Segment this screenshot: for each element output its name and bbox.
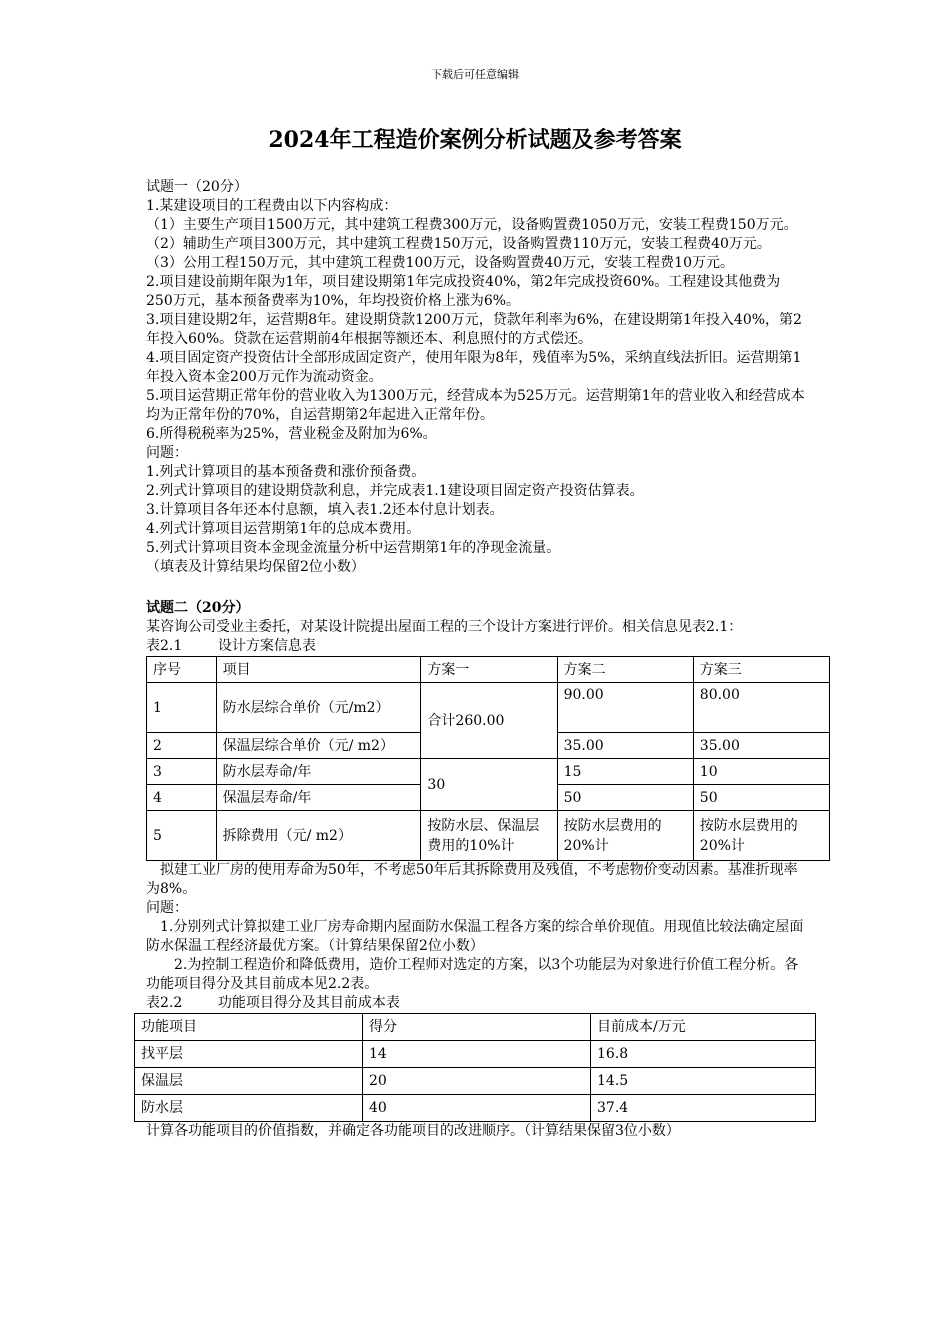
table-header-cell: 方案一 <box>421 657 557 683</box>
table-cell: 1 <box>147 683 217 733</box>
document-title: 2024年工程造价案例分析试题及参考答案 <box>268 127 682 153</box>
table-row <box>147 683 830 733</box>
table-cell: 30 <box>421 759 557 811</box>
table-header-cell: 序号 <box>147 657 217 683</box>
q2-question-label: 问题： <box>146 900 188 916</box>
q2-intro: 某咨询公司受业主委托，对某设计院提出屋面工程的三个设计方案进行评价。相关信息见表2.1： <box>146 619 743 635</box>
q1-line: 1.列式计算项目的基本预备费和涨价预备费。 <box>146 464 426 480</box>
table-cell: 16.8 <box>591 1041 816 1068</box>
table-cell: 50 <box>557 785 693 811</box>
table1-caption <box>146 637 806 656</box>
document-body <box>141 178 806 1141</box>
q1-line: 2.列式计算项目的建设期贷款利息，并完成表1.1建设项目固定资产投资估算表。 <box>146 483 644 499</box>
table-row <box>147 657 830 683</box>
table-cell: 防水层寿命/年 <box>216 759 421 785</box>
table-cell: 按防水层、保温层费用的10%计 <box>421 811 557 861</box>
q1-line: （填表及计算结果均保留2位小数） <box>146 559 365 575</box>
table2-caption-no: 表2.2 <box>146 995 183 1011</box>
table-cell: 35.00 <box>557 733 693 759</box>
q2-after-table: 拟建工业厂房的使用寿命为50年，不考虑50年后其拆除费用及残值，不考虑物价变动因素。基准折现率为8%。 <box>146 862 798 897</box>
page-header: 下载后可任意编辑 <box>431 68 519 81</box>
table-cell: 防水层综合单价（元/m2） <box>216 683 421 733</box>
table-cell: 10 <box>693 759 829 785</box>
table-row <box>135 1041 816 1068</box>
q1-line: （1）主要生产项目1500万元，其中建筑工程费300万元，设备购置费1050万元，安装工程费150万元。 <box>146 217 798 233</box>
table-row <box>135 1014 816 1041</box>
table-cell: 40 <box>363 1095 591 1122</box>
q1-line: 4.列式计算项目运营期第1年的总成本费用。 <box>146 521 421 537</box>
table-cell: 3 <box>147 759 217 785</box>
q1-line: 3.计算项目各年还本付息额，填入表1.2还本付息计划表。 <box>146 502 504 518</box>
table2-caption <box>146 994 806 1013</box>
q1-line: 问题： <box>146 445 188 461</box>
table-cell: 保温层 <box>135 1068 363 1095</box>
q1-heading: 试题一（20分） <box>146 179 248 195</box>
table-cell: 4 <box>147 785 217 811</box>
table-header-cell: 方案二 <box>557 657 693 683</box>
table-row <box>147 759 830 785</box>
table-cell: 50 <box>693 785 829 811</box>
table-cell: 37.4 <box>591 1095 816 1122</box>
table-cell: 35.00 <box>693 733 829 759</box>
table-cell: 找平层 <box>135 1041 363 1068</box>
table-cell: 2 <box>147 733 217 759</box>
table-cell: 保温层综合单价（元/ m2） <box>216 733 421 759</box>
q1-line: 3.项目建设期2年，运营期8年。建设期贷款1200万元，贷款年利率为6%，在建设期第1年投入40%，第2年投入60%。贷款在运营期前4年根据等额还本、利息照付的方式偿还。 <box>146 312 802 347</box>
table-cell: 拆除费用（元/ m2） <box>216 811 421 861</box>
table-header-cell: 方案三 <box>693 657 829 683</box>
q2-heading: 试题二（20分） <box>146 600 250 616</box>
table-cell: 80.00 <box>693 683 829 733</box>
q1-line: （2）辅助生产项目300万元，其中建筑工程费150万元，设备购置费110万元，安装工程费40万元。 <box>146 236 771 252</box>
table-cell: 14 <box>363 1041 591 1068</box>
table-cell: 按防水层费用的20%计 <box>693 811 829 861</box>
table-cell: 20 <box>363 1068 591 1095</box>
table-header-cell: 得分 <box>363 1014 591 1041</box>
q1-line: 5.项目运营期正常年份的营业收入为1300万元，经营成本为525万元。运营期第1年的营业收入和经营成本均为正常年份的70%，自运营期第2年起进入正常年份。 <box>146 388 805 423</box>
q1-line: 1.某建设项目的工程费由以下内容构成： <box>146 198 398 214</box>
table-cell: 15 <box>557 759 693 785</box>
q2-final-question: 计算各功能项目的价值指数，并确定各功能项目的改进顺序。（计算结果保留3位小数） <box>146 1123 680 1139</box>
table-cell: 5 <box>147 811 217 861</box>
table-row <box>147 811 830 861</box>
table-row <box>135 1095 816 1122</box>
table-header-cell: 目前成本/万元 <box>591 1014 816 1041</box>
function-score-table <box>134 1013 816 1122</box>
q1-line: 6.所得税税率为25%，营业税金及附加为6%。 <box>146 426 437 442</box>
table-cell: 合计260.00 <box>421 683 557 759</box>
q2-sub-question-2: 2.为控制工程造价和降低费用，造价工程师对选定的方案，以3个功能层为对象进行价值工程分析。各功能项目得分及其目前成本见2.2表。 <box>146 957 799 992</box>
table1-caption-no: 表2.1 <box>146 638 183 654</box>
q2-sub-question-1: 1.分别列式计算拟建工业厂房寿命期内屋面防水保温工程各方案的综合单价现值。用现值比较法确定屋面防水保温工程经济最优方案。（计算结果保留2位小数） <box>146 919 804 954</box>
table-cell: 保温层寿命/年 <box>216 785 421 811</box>
q1-line: 5.列式计算项目资本金现金流量分析中运营期第1年的净现金流量。 <box>146 540 561 556</box>
q1-line: （3）公用工程150万元，其中建筑工程费100万元，设备购置费40万元，安装工程费10万元。 <box>146 255 734 271</box>
table-cell: 90.00 <box>557 683 693 733</box>
table-header-cell: 项目 <box>216 657 421 683</box>
design-scheme-table <box>146 656 830 861</box>
table1-caption-title: 设计方案信息表 <box>217 638 316 654</box>
table2-caption-title: 功能项目得分及其目前成本表 <box>217 995 400 1011</box>
table-header-cell: 功能项目 <box>135 1014 363 1041</box>
table-cell: 14.5 <box>591 1068 816 1095</box>
table-cell: 防水层 <box>135 1095 363 1122</box>
q1-line: 4.项目固定资产投资估计全部形成固定资产，使用年限为8年，残值率为5%，采纳直线法折旧。运营期第1年投入资本金200万元作为流动资金。 <box>146 350 802 385</box>
table-cell: 按防水层费用的20%计 <box>557 811 693 861</box>
table-row <box>135 1068 816 1095</box>
q1-line: 2.项目建设前期年限为1年，项目建设期第1年完成投资40%，第2年完成投资60%。工程建设其他费为250万元，基本预备费率为10%，年均投资价格上涨为6%。 <box>146 274 781 309</box>
